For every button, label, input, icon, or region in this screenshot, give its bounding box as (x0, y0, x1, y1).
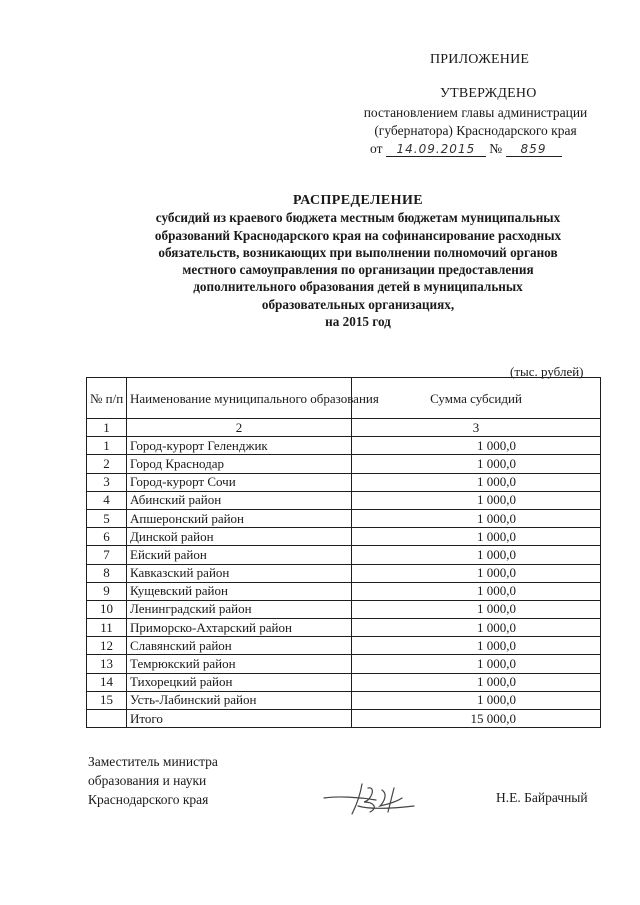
title-line: образовательных организациях, (261, 296, 455, 312)
row-name: Динской район (127, 528, 352, 546)
table-row (87, 619, 601, 637)
total-num-cell (87, 710, 127, 728)
row-number: 6 (87, 528, 127, 546)
row-sum: 1 000,0 (352, 655, 601, 673)
table-row (87, 655, 601, 673)
signer-position-line: Заместитель министра (88, 754, 218, 769)
header-name: Наименование муниципального образования (127, 378, 352, 419)
date-number-line (370, 141, 562, 157)
row-number: 2 (87, 455, 127, 473)
signer-name: Н.Е. Байрачный (496, 790, 588, 805)
table-row (87, 455, 601, 473)
row-name: Ейский район (127, 546, 352, 564)
title-heading: РАСПРЕДЕЛЕНИЕ (293, 193, 423, 208)
title-line: субсидий из краевого бюджета местным бюджетам муниципальных (155, 210, 561, 226)
number-value: 859 (506, 142, 562, 157)
row-number: 3 (87, 473, 127, 491)
row-sum: 1 000,0 (352, 528, 601, 546)
row-number: 14 (87, 673, 127, 691)
number-prefix: № (489, 141, 503, 156)
row-number: 8 (87, 564, 127, 582)
row-number: 1 (87, 437, 127, 455)
row-name: Славянский район (127, 637, 352, 655)
signer-position-line: Краснодарского края (88, 792, 209, 807)
row-sum: 1 000,0 (352, 437, 601, 455)
column-number-row (87, 419, 601, 437)
title-line: местного самоуправления по организации предоставления (182, 262, 534, 278)
title-line: обязательств, возникающих при выполнении полномочий органов (158, 244, 558, 260)
row-sum: 1 000,0 (352, 673, 601, 691)
header-sum: Сумма субсидий (352, 378, 601, 419)
total-row (87, 710, 601, 728)
row-name: Кущевский район (127, 582, 352, 600)
row-number: 7 (87, 546, 127, 564)
row-number: 12 (87, 637, 127, 655)
title-line: образований Краснодарского края на софинансирование расходных (154, 227, 562, 243)
row-name: Город-курорт Геленджик (127, 437, 352, 455)
resolution-line: постановлением главы администрации (363, 105, 588, 120)
approved-label: УТВЕРЖДЕНО (440, 86, 537, 101)
column-number: 1 (87, 419, 127, 437)
row-sum: 1 000,0 (352, 582, 601, 600)
subsidy-table (86, 377, 601, 728)
row-sum: 1 000,0 (352, 619, 601, 637)
row-sum: 1 000,0 (352, 546, 601, 564)
total-sum: 15 000,0 (352, 710, 601, 728)
date-value: 14.09.2015 (386, 142, 486, 157)
table-row (87, 673, 601, 691)
signer-position-line: образования и науки (88, 773, 207, 788)
handwritten-signature (318, 776, 428, 820)
row-sum: 1 000,0 (352, 491, 601, 509)
row-number: 9 (87, 582, 127, 600)
row-name: Город-курорт Сочи (127, 473, 352, 491)
table-row (87, 691, 601, 709)
row-number: 4 (87, 491, 127, 509)
total-label: Итого (127, 710, 352, 728)
appendix-label: ПРИЛОЖЕНИЕ (430, 52, 530, 67)
table-row (87, 509, 601, 527)
column-number: 2 (127, 419, 352, 437)
date-prefix: от (370, 141, 383, 156)
row-name: Апшеронский район (127, 509, 352, 527)
row-number: 5 (87, 509, 127, 527)
table-row (87, 546, 601, 564)
row-sum: 1 000,0 (352, 600, 601, 618)
title-line: дополнительного образования детей в муниципальных (193, 279, 523, 295)
table-row (87, 437, 601, 455)
row-number: 15 (87, 691, 127, 709)
row-name: Тихорецкий район (127, 673, 352, 691)
row-name: Абинский район (127, 491, 352, 509)
row-number: 13 (87, 655, 127, 673)
row-name: Кавказский район (127, 564, 352, 582)
resolution-text (348, 104, 603, 140)
signer-position (88, 752, 218, 809)
table-row (87, 491, 601, 509)
row-name: Ленинградский район (127, 600, 352, 618)
resolution-line: (губернатора) Краснодарского края (374, 123, 577, 138)
table-row (87, 473, 601, 491)
document-title (118, 192, 598, 330)
column-number: 3 (352, 419, 601, 437)
row-sum: 1 000,0 (352, 564, 601, 582)
row-name: Город Краснодар (127, 455, 352, 473)
header-num: № п/п (87, 378, 127, 419)
row-sum: 1 000,0 (352, 637, 601, 655)
row-number: 10 (87, 600, 127, 618)
table-row (87, 582, 601, 600)
row-name: Темрюкский район (127, 655, 352, 673)
table-row (87, 637, 601, 655)
table-header-row (87, 378, 601, 419)
row-name: Приморско-Ахтарский район (127, 619, 352, 637)
row-sum: 1 000,0 (352, 455, 601, 473)
table-row (87, 564, 601, 582)
units-label: (тыс. рублей) (510, 364, 584, 379)
row-sum: 1 000,0 (352, 473, 601, 491)
row-sum: 1 000,0 (352, 509, 601, 527)
table-row (87, 600, 601, 618)
row-sum: 1 000,0 (352, 691, 601, 709)
table-row (87, 528, 601, 546)
row-name: Усть-Лабинский район (127, 691, 352, 709)
title-line: на 2015 год (325, 314, 391, 330)
row-number: 11 (87, 619, 127, 637)
